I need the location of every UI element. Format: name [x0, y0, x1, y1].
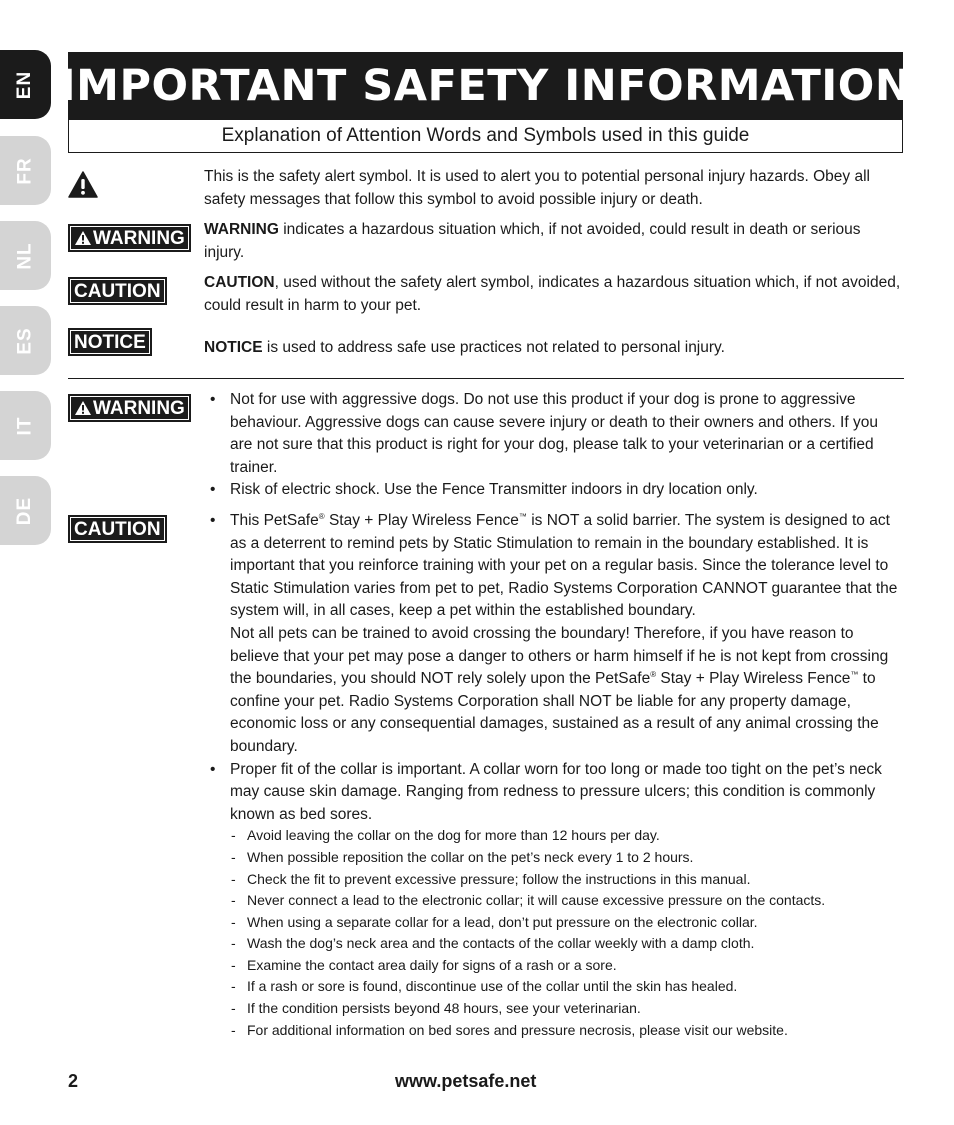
warning-text: indicates a hazardous situation which, if not avoided, could result in death or serious injury. [204, 221, 861, 261]
warning-badge [68, 224, 191, 252]
caution-text: , used without the safety alert symbol, indicates a hazardous situation which, if not avoided, could result in harm to your pet. [204, 274, 901, 314]
list-item: - Avoid leaving the collar on the dog for more than 12 hours per day. [230, 825, 904, 847]
list-item: - When possible reposition the collar on the pet’s neck every 1 to 2 hours. [230, 847, 904, 869]
list-item: • Not for use with aggressive dogs. Do not use this product if your dog is prone to aggressive behaviour. Aggressive dogs can cause severe injury or death to their owners and others. If you are not sure that this product is right for your dog, please talk to your veterinarian or a certified trainer. [204, 389, 904, 479]
list-item [204, 510, 904, 759]
caution-paragraph-1: • This PetSafe® Stay + Play Wireless Fence™ is NOT a solid barrier. The system is designed to act as a deterrent to remind pets by Static Stimulation to remain in the boundary established. It is important that you reinforce training with your pet on a regular basis. Since the tolerance level to Static Stimulation varies from pet to pet, Radio Systems Corporation CANNOT guarantee that the system will, in all cases, keep a pet within the established boundary. [230, 512, 898, 620]
lang-tab-de[interactable] [0, 476, 51, 545]
caution-list [204, 510, 904, 1041]
list-item: - Never connect a lead to the electronic collar; it will cause excessive pressure on the contacts. [230, 890, 904, 912]
warning-triangle-icon [74, 400, 92, 416]
subtitle-box [68, 120, 903, 153]
lang-tab-label: DE [14, 496, 36, 525]
caution-badge [68, 277, 167, 305]
page-number: 2 [68, 1071, 79, 1091]
notice-term: NOTICE [204, 339, 263, 356]
list-item: - Examine the contact area daily for signs of a rash or a sore. [230, 955, 904, 977]
warning-badge [68, 394, 191, 422]
warning-definition [204, 218, 904, 264]
lang-tab-it[interactable] [0, 391, 51, 460]
list-item [204, 759, 904, 1042]
warning-badge-label: WARNING [93, 227, 185, 249]
caution-badge-label: CAUTION [74, 518, 161, 540]
notice-badge-label: NOTICE [74, 331, 146, 353]
warning-list [204, 389, 904, 502]
collar-fit-text: Proper fit of the collar is important. A collar worn for too long or made too tight on the pet’s neck may cause skin damage. Ranging from redness to pressure ulcers; this condition is commonly known as bed sores. [230, 760, 882, 823]
alert-definition: This is the safety alert symbol. It is used to alert you to potential personal injury hazards. Obey all safety messages that follow this symbol to avoid possible injury or death. [204, 168, 870, 208]
warning-list-wrap [204, 389, 904, 502]
list-item: - If the condition persists beyond 48 hours, see your veterinarian. [230, 998, 904, 1020]
section-divider [68, 378, 904, 379]
page-subtitle: Explanation of Attention Words and Symbols used in this guide [221, 125, 750, 146]
caution-term: CAUTION [204, 274, 275, 291]
website-link[interactable]: www.petsafe.net [395, 1071, 537, 1091]
notice-definition [204, 336, 904, 359]
list-item: - When using a separate collar for a lead, don’t put pressure on the electronic collar. [230, 912, 904, 934]
list-item: - Check the fit to prevent excessive pressure; follow the instructions in this manual. [230, 869, 904, 891]
lang-tab-label: EN [14, 70, 36, 99]
list-item: - If a rash or sore is found, discontinue use of the collar until the skin has healed. [230, 976, 904, 998]
warning-term: WARNING [204, 221, 279, 238]
lang-tab-label: IT [14, 416, 36, 435]
list-item: - For additional information on bed sores and pressure necrosis, please visit our website. [230, 1020, 904, 1042]
notice-text: is used to address safe use practices not related to personal injury. [262, 339, 725, 356]
warning-triangle-icon [74, 230, 92, 246]
lang-tab-label: NL [14, 241, 36, 270]
caution-badge [68, 515, 167, 543]
lang-tab-label: ES [14, 326, 36, 355]
lang-tab-nl[interactable] [0, 221, 51, 290]
list-item: • Risk of electric shock. Use the Fence Transmitter indoors in dry location only. [204, 479, 904, 502]
caution-paragraph-2: Not all pets can be trained to avoid crossing the boundary! Therefore, if you have reason to believe that your pet may pose a danger to others or harm himself if he is not kept from crossing the boundaries, you should NOT rely solely upon the PetSafe® Stay + Play Wireless Fence™ to confine your pet. Radio Systems Corporation shall NOT be liable for any property damage, economic loss or any consequential damages, sustained as a result of any animal crossing the boundary. [230, 624, 889, 755]
lang-tab-es[interactable] [0, 306, 51, 375]
notice-badge [68, 328, 152, 356]
caution-list-wrap [204, 510, 904, 1041]
caution-definition [204, 271, 904, 317]
lang-tab-label: FR [14, 156, 36, 185]
warning-badge-label: WARNING [93, 397, 185, 419]
warning-triangle-icon [68, 171, 98, 198]
lang-tab-fr[interactable] [0, 136, 51, 205]
collar-tips-list [204, 825, 904, 1041]
caution-badge-label: CAUTION [74, 280, 161, 302]
lang-tab-en[interactable] [0, 50, 51, 119]
page-title: IMPORTANT SAFETY INFORMATION [59, 61, 912, 111]
title-bar [59, 52, 912, 120]
list-item: - Wash the dog’s neck area and the contacts of the collar weekly with a damp cloth. [230, 933, 904, 955]
